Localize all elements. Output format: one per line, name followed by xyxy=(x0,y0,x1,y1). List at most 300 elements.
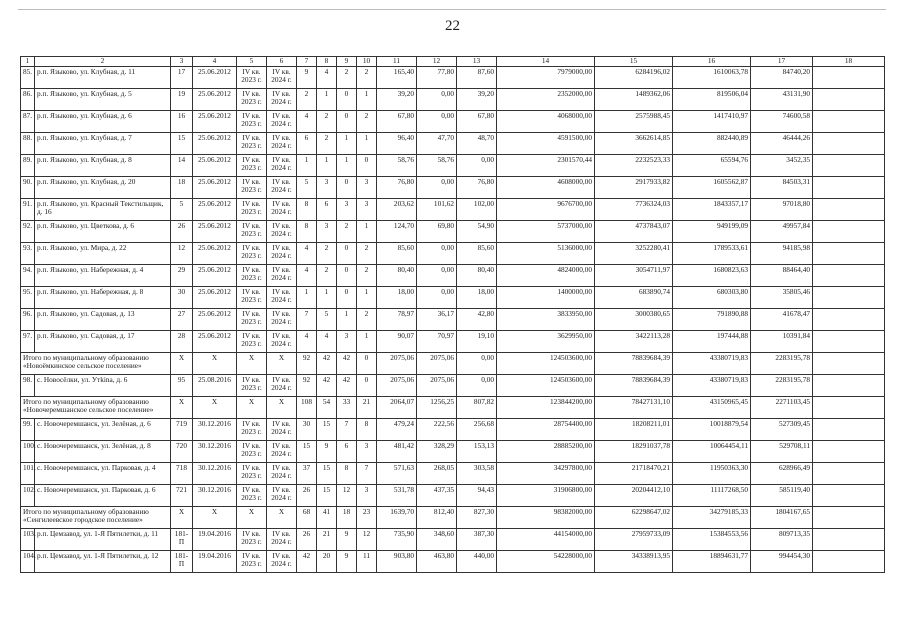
cell-c15: 7736324,03 xyxy=(595,198,673,220)
cell-c16: 43150965,45 xyxy=(673,396,751,418)
cell-c5: IV кв. 2023 г. xyxy=(237,132,267,154)
cell-c10: 0 xyxy=(357,374,377,396)
cell-c5: IV кв. 2023 г. xyxy=(237,110,267,132)
cell-c16: 819506,04 xyxy=(673,88,751,110)
cell-c5: IV кв. 2023 г. xyxy=(237,440,267,462)
cell-c12: 0,00 xyxy=(417,88,457,110)
cell-c15: 3662614,85 xyxy=(595,132,673,154)
cell-c7: 30 xyxy=(297,418,317,440)
cell-c6: IV кв. 2024 г. xyxy=(267,418,297,440)
cell-c9: 18 xyxy=(337,506,357,528)
cell-c13: 39,20 xyxy=(457,88,497,110)
cell-c6: IV кв. 2024 г. xyxy=(267,264,297,286)
cell-c12: 268,05 xyxy=(417,462,457,484)
subtotal-label: Итого по муниципальному образованию «Новоёмкинское сельское поселение» xyxy=(21,352,171,374)
cell-c6: IV кв. 2024 г. xyxy=(267,440,297,462)
cell-c11: 76,80 xyxy=(377,176,417,198)
cell-c12: 222,56 xyxy=(417,418,457,440)
cell-c9: 42 xyxy=(337,352,357,374)
page-number: 22 xyxy=(445,18,460,34)
cell-c6: IV кв. 2024 г. xyxy=(267,66,297,88)
cell-c9: 12 xyxy=(337,484,357,506)
table-row xyxy=(21,308,885,330)
column-number-6: 6 xyxy=(267,57,297,67)
address-cell: р.п. Языково, ул. Клубная, д. 5 xyxy=(35,88,171,110)
cell-c5: IV кв. 2023 г. xyxy=(237,418,267,440)
cell-c11: 481,42 xyxy=(377,440,417,462)
cell-c18 xyxy=(813,154,885,176)
address-cell: р.п. Языково, ул. Садовая, д. 17 xyxy=(35,330,171,352)
cell-c15: 18208211,01 xyxy=(595,418,673,440)
table-row xyxy=(21,484,885,506)
cell-c16: 1680823,63 xyxy=(673,264,751,286)
cell-c15: 3054711,97 xyxy=(595,264,673,286)
cell-c8: 1 xyxy=(317,154,337,176)
cell-c5: IV кв. 2023 г. xyxy=(237,462,267,484)
cell-c10: 2 xyxy=(357,264,377,286)
cell-c14: 7979000,00 xyxy=(497,66,595,88)
row-number: 87. xyxy=(21,110,35,132)
cell-c8: 20 xyxy=(317,550,337,572)
cell-c17: 628966,49 xyxy=(751,462,813,484)
column-number-9: 9 xyxy=(337,57,357,67)
cell-c13: 0,00 xyxy=(457,154,497,176)
cell-c3: 719 xyxy=(171,418,193,440)
cell-c16: 43380719,83 xyxy=(673,352,751,374)
cell-c6: X xyxy=(267,352,297,374)
cell-c9: 42 xyxy=(337,374,357,396)
cell-c8: 6 xyxy=(317,198,337,220)
cell-c15: 2232523,33 xyxy=(595,154,673,176)
cell-c18 xyxy=(813,462,885,484)
cell-c10: 21 xyxy=(357,396,377,418)
column-number-2: 2 xyxy=(35,57,171,67)
cell-c8: 9 xyxy=(317,440,337,462)
cell-c12: 2075,06 xyxy=(417,374,457,396)
cell-c10: 1 xyxy=(357,220,377,242)
cell-c14: 28885200,00 xyxy=(497,440,595,462)
cell-c12: 328,29 xyxy=(417,440,457,462)
cell-c14: 31906800,00 xyxy=(497,484,595,506)
cell-c18 xyxy=(813,220,885,242)
cell-c8: 15 xyxy=(317,484,337,506)
address-cell: р.п. Языково, ул. Садовая, д. 13 xyxy=(35,308,171,330)
cell-c14: 2301570,44 xyxy=(497,154,595,176)
cell-c5: IV кв. 2023 г. xyxy=(237,286,267,308)
cell-c7: 9 xyxy=(297,66,317,88)
cell-c11: 67,80 xyxy=(377,110,417,132)
cell-c10: 23 xyxy=(357,506,377,528)
cell-c8: 21 xyxy=(317,528,337,550)
column-number-15: 15 xyxy=(595,57,673,67)
cell-c3: 17 xyxy=(171,66,193,88)
cell-c16: 1605562,87 xyxy=(673,176,751,198)
subtotal-row xyxy=(21,396,885,418)
cell-c15: 683890,74 xyxy=(595,286,673,308)
table-row xyxy=(21,462,885,484)
cell-c9: 9 xyxy=(337,550,357,572)
cell-c3: 28 xyxy=(171,330,193,352)
address-cell: р.п. Языково, ул. Клубная, д. 6 xyxy=(35,110,171,132)
cell-c8: 42 xyxy=(317,374,337,396)
table-row xyxy=(21,154,885,176)
table-body xyxy=(21,57,885,573)
table-row xyxy=(21,550,885,572)
cell-c7: 42 xyxy=(297,550,317,572)
cell-c6: IV кв. 2024 г. xyxy=(267,462,297,484)
cell-c8: 4 xyxy=(317,66,337,88)
cell-c9: 0 xyxy=(337,176,357,198)
cell-c11: 2075,06 xyxy=(377,374,417,396)
cell-c17: 1804167,65 xyxy=(751,506,813,528)
cell-c4: 25.06.2012 xyxy=(193,330,237,352)
cell-c17: 88464,40 xyxy=(751,264,813,286)
cell-c17: 3452,35 xyxy=(751,154,813,176)
cell-c11: 78,97 xyxy=(377,308,417,330)
cell-c10: 2 xyxy=(357,66,377,88)
row-number: 89. xyxy=(21,154,35,176)
cell-c3: 718 xyxy=(171,462,193,484)
cell-c5: IV кв. 2023 г. xyxy=(237,242,267,264)
cell-c11: 124,70 xyxy=(377,220,417,242)
address-cell: р.п. Цемзавод, ул. 1-Я Пятилетки, д. 11 xyxy=(35,528,171,550)
cell-c10: 1 xyxy=(357,132,377,154)
cell-c6: IV кв. 2024 г. xyxy=(267,220,297,242)
cell-c13: 440,00 xyxy=(457,550,497,572)
cell-c9: 2 xyxy=(337,66,357,88)
cell-c15: 34338913,95 xyxy=(595,550,673,572)
cell-c13: 94,43 xyxy=(457,484,497,506)
cell-c3: X xyxy=(171,396,193,418)
cell-c18 xyxy=(813,198,885,220)
address-cell: р.п. Языково, ул. Набережная, д. 4 xyxy=(35,264,171,286)
column-number-11: 11 xyxy=(377,57,417,67)
address-cell: р.п. Языково, ул. Клубная, д. 11 xyxy=(35,66,171,88)
cell-c5: IV кв. 2023 г. xyxy=(237,220,267,242)
cell-c12: 58,76 xyxy=(417,154,457,176)
cell-c14: 54228000,00 xyxy=(497,550,595,572)
cell-c3: X xyxy=(171,352,193,374)
cell-c12: 47,70 xyxy=(417,132,457,154)
cell-c18 xyxy=(813,330,885,352)
cell-c6: IV кв. 2024 г. xyxy=(267,110,297,132)
registry-table-wrapper xyxy=(20,56,884,573)
cell-c18 xyxy=(813,308,885,330)
cell-c13: 42,80 xyxy=(457,308,497,330)
cell-c16: 949199,09 xyxy=(673,220,751,242)
cell-c13: 387,30 xyxy=(457,528,497,550)
cell-c17: 49957,84 xyxy=(751,220,813,242)
column-number-3: 3 xyxy=(171,57,193,67)
row-number: 93. xyxy=(21,242,35,264)
address-cell: р.п. Цемзавод, ул. 1-Я Пятилетки, д. 12 xyxy=(35,550,171,572)
cell-c8: 5 xyxy=(317,308,337,330)
cell-c7: 92 xyxy=(297,374,317,396)
cell-c14: 44154000,00 xyxy=(497,528,595,550)
cell-c17: 84503,31 xyxy=(751,176,813,198)
cell-c6: IV кв. 2024 г. xyxy=(267,484,297,506)
cell-c5: IV кв. 2023 г. xyxy=(237,154,267,176)
row-number: 102. xyxy=(21,484,35,506)
table-row xyxy=(21,264,885,286)
cell-c16: 10064454,11 xyxy=(673,440,751,462)
cell-c5: IV кв. 2023 г. xyxy=(237,308,267,330)
cell-c14: 5737000,00 xyxy=(497,220,595,242)
cell-c17: 97018,80 xyxy=(751,198,813,220)
cell-c17: 994454,30 xyxy=(751,550,813,572)
cell-c10: 3 xyxy=(357,176,377,198)
row-number: 92. xyxy=(21,220,35,242)
cell-c14: 98382000,00 xyxy=(497,506,595,528)
column-number-8: 8 xyxy=(317,57,337,67)
cell-c5: IV кв. 2023 г. xyxy=(237,484,267,506)
cell-c13: 76,80 xyxy=(457,176,497,198)
cell-c10: 3 xyxy=(357,440,377,462)
cell-c3: 181-П xyxy=(171,528,193,550)
address-cell: р.п. Языково, ул. Красный Текстильщик, д. 16 xyxy=(35,198,171,220)
cell-c9: 3 xyxy=(337,198,357,220)
cell-c10: 1 xyxy=(357,330,377,352)
column-number-4: 4 xyxy=(193,57,237,67)
cell-c4: X xyxy=(193,506,237,528)
cell-c7: 8 xyxy=(297,220,317,242)
cell-c9: 1 xyxy=(337,132,357,154)
cell-c5: X xyxy=(237,352,267,374)
cell-c3: 95 xyxy=(171,374,193,396)
cell-c17: 2271103,45 xyxy=(751,396,813,418)
cell-c11: 2075,06 xyxy=(377,352,417,374)
table-row xyxy=(21,198,885,220)
cell-c10: 1 xyxy=(357,88,377,110)
cell-c13: 0,00 xyxy=(457,374,497,396)
cell-c7: 1 xyxy=(297,286,317,308)
cell-c5: IV кв. 2023 г. xyxy=(237,198,267,220)
table-row xyxy=(21,88,885,110)
cell-c16: 34279185,33 xyxy=(673,506,751,528)
cell-c18 xyxy=(813,506,885,528)
cell-c4: 25.06.2012 xyxy=(193,308,237,330)
cell-c15: 3000380,65 xyxy=(595,308,673,330)
cell-c9: 0 xyxy=(337,110,357,132)
cell-c3: 16 xyxy=(171,110,193,132)
cell-c17: 527309,45 xyxy=(751,418,813,440)
cell-c10: 8 xyxy=(357,418,377,440)
cell-c11: 96,40 xyxy=(377,132,417,154)
cell-c10: 11 xyxy=(357,550,377,572)
cell-c16: 680303,80 xyxy=(673,286,751,308)
cell-c9: 0 xyxy=(337,264,357,286)
cell-c14: 1400000,00 xyxy=(497,286,595,308)
cell-c6: IV кв. 2024 г. xyxy=(267,132,297,154)
column-number-17: 17 xyxy=(751,57,813,67)
cell-c14: 3833950,00 xyxy=(497,308,595,330)
column-number-13: 13 xyxy=(457,57,497,67)
cell-c8: 2 xyxy=(317,242,337,264)
cell-c13: 303,58 xyxy=(457,462,497,484)
row-number: 103. xyxy=(21,528,35,550)
cell-c14: 3629950,00 xyxy=(497,330,595,352)
cell-c8: 3 xyxy=(317,220,337,242)
cell-c11: 18,00 xyxy=(377,286,417,308)
cell-c16: 1417410,97 xyxy=(673,110,751,132)
cell-c16: 15384553,56 xyxy=(673,528,751,550)
cell-c10: 7 xyxy=(357,462,377,484)
cell-c7: 26 xyxy=(297,528,317,550)
cell-c16: 11950363,30 xyxy=(673,462,751,484)
cell-c5: IV кв. 2023 г. xyxy=(237,176,267,198)
table-row xyxy=(21,220,885,242)
row-number: 96. xyxy=(21,308,35,330)
cell-c9: 2 xyxy=(337,220,357,242)
cell-c18 xyxy=(813,132,885,154)
cell-c15: 3422113,28 xyxy=(595,330,673,352)
cell-c11: 903,80 xyxy=(377,550,417,572)
cell-c9: 0 xyxy=(337,88,357,110)
cell-c8: 42 xyxy=(317,352,337,374)
cell-c6: IV кв. 2024 г. xyxy=(267,286,297,308)
cell-c9: 9 xyxy=(337,528,357,550)
address-cell: р.п. Языково, ул. Клубная, д. 7 xyxy=(35,132,171,154)
table-row xyxy=(21,418,885,440)
cell-c17: 94185,98 xyxy=(751,242,813,264)
column-number-12: 12 xyxy=(417,57,457,67)
cell-c3: 720 xyxy=(171,440,193,462)
row-number: 99. xyxy=(21,418,35,440)
cell-c9: 6 xyxy=(337,440,357,462)
cell-c18 xyxy=(813,110,885,132)
cell-c18 xyxy=(813,550,885,572)
table-row xyxy=(21,440,885,462)
cell-c3: 26 xyxy=(171,220,193,242)
cell-c16: 11117268,50 xyxy=(673,484,751,506)
cell-c8: 15 xyxy=(317,418,337,440)
cell-c12: 1256,25 xyxy=(417,396,457,418)
registry-table xyxy=(20,56,885,573)
cell-c8: 1 xyxy=(317,286,337,308)
cell-c15: 20204412,10 xyxy=(595,484,673,506)
cell-c18 xyxy=(813,286,885,308)
column-number-10: 10 xyxy=(357,57,377,67)
cell-c8: 3 xyxy=(317,176,337,198)
cell-c10: 1 xyxy=(357,286,377,308)
subtotal-row xyxy=(21,506,885,528)
row-number: 85. xyxy=(21,66,35,88)
row-number: 98. xyxy=(21,374,35,396)
cell-c6: IV кв. 2024 г. xyxy=(267,374,297,396)
cell-c9: 1 xyxy=(337,308,357,330)
cell-c18 xyxy=(813,66,885,88)
table-row xyxy=(21,286,885,308)
cell-c11: 90,07 xyxy=(377,330,417,352)
cell-c6: IV кв. 2024 г. xyxy=(267,176,297,198)
cell-c6: IV кв. 2024 г. xyxy=(267,550,297,572)
cell-c3: 18 xyxy=(171,176,193,198)
table-row xyxy=(21,66,885,88)
table-row xyxy=(21,330,885,352)
cell-c4: X xyxy=(193,352,237,374)
column-number-18: 18 xyxy=(813,57,885,67)
cell-c17: 84740,20 xyxy=(751,66,813,88)
cell-c13: 102,00 xyxy=(457,198,497,220)
cell-c11: 1639,70 xyxy=(377,506,417,528)
cell-c13: 18,00 xyxy=(457,286,497,308)
cell-c12: 36,17 xyxy=(417,308,457,330)
cell-c4: X xyxy=(193,396,237,418)
cell-c4: 25.06.2012 xyxy=(193,176,237,198)
cell-c11: 58,76 xyxy=(377,154,417,176)
cell-c13: 67,80 xyxy=(457,110,497,132)
cell-c17: 809713,35 xyxy=(751,528,813,550)
cell-c16: 1843357,17 xyxy=(673,198,751,220)
cell-c17: 74600,58 xyxy=(751,110,813,132)
cell-c10: 0 xyxy=(357,352,377,374)
cell-c7: 8 xyxy=(297,198,317,220)
address-cell: р.п. Языково, ул. Клубная, д. 8 xyxy=(35,154,171,176)
cell-c4: 25.06.2012 xyxy=(193,242,237,264)
cell-c6: X xyxy=(267,396,297,418)
cell-c10: 2 xyxy=(357,110,377,132)
cell-c18 xyxy=(813,418,885,440)
cell-c14: 124503600,00 xyxy=(497,352,595,374)
row-number: 88. xyxy=(21,132,35,154)
cell-c12: 812,40 xyxy=(417,506,457,528)
cell-c12: 0,00 xyxy=(417,176,457,198)
cell-c7: 7 xyxy=(297,308,317,330)
cell-c15: 4737843,07 xyxy=(595,220,673,242)
cell-c4: 30.12.2016 xyxy=(193,462,237,484)
cell-c12: 0,00 xyxy=(417,286,457,308)
cell-c12: 0,00 xyxy=(417,110,457,132)
cell-c10: 3 xyxy=(357,198,377,220)
cell-c3: 29 xyxy=(171,264,193,286)
cell-c13: 48,70 xyxy=(457,132,497,154)
table-row xyxy=(21,242,885,264)
cell-c12: 77,80 xyxy=(417,66,457,88)
cell-c5: X xyxy=(237,506,267,528)
cell-c7: 4 xyxy=(297,110,317,132)
cell-c14: 28754400,00 xyxy=(497,418,595,440)
cell-c7: 4 xyxy=(297,242,317,264)
cell-c8: 4 xyxy=(317,330,337,352)
row-number: 91. xyxy=(21,198,35,220)
cell-c10: 2 xyxy=(357,308,377,330)
cell-c11: 165,40 xyxy=(377,66,417,88)
cell-c11: 39,20 xyxy=(377,88,417,110)
address-cell: р.п. Языково, ул. Мира, д. 22 xyxy=(35,242,171,264)
cell-c14: 34297800,00 xyxy=(497,462,595,484)
cell-c14: 2352000,00 xyxy=(497,88,595,110)
cell-c18 xyxy=(813,352,885,374)
cell-c4: 25.06.2012 xyxy=(193,66,237,88)
cell-c8: 2 xyxy=(317,132,337,154)
address-cell: с. Новочеремшанск, ул. Парковая, д. 6 xyxy=(35,484,171,506)
cell-c14: 5136000,00 xyxy=(497,242,595,264)
cell-c13: 54,90 xyxy=(457,220,497,242)
cell-c6: X xyxy=(267,506,297,528)
cell-c17: 2283195,78 xyxy=(751,374,813,396)
cell-c9: 0 xyxy=(337,286,357,308)
cell-c15: 27959733,09 xyxy=(595,528,673,550)
cell-c12: 0,00 xyxy=(417,242,457,264)
cell-c7: 4 xyxy=(297,330,317,352)
cell-c18 xyxy=(813,242,885,264)
cell-c12: 70,97 xyxy=(417,330,457,352)
cell-c17: 2283195,78 xyxy=(751,352,813,374)
cell-c10: 0 xyxy=(357,154,377,176)
cell-c3: 30 xyxy=(171,286,193,308)
cell-c15: 6284196,02 xyxy=(595,66,673,88)
cell-c8: 41 xyxy=(317,506,337,528)
